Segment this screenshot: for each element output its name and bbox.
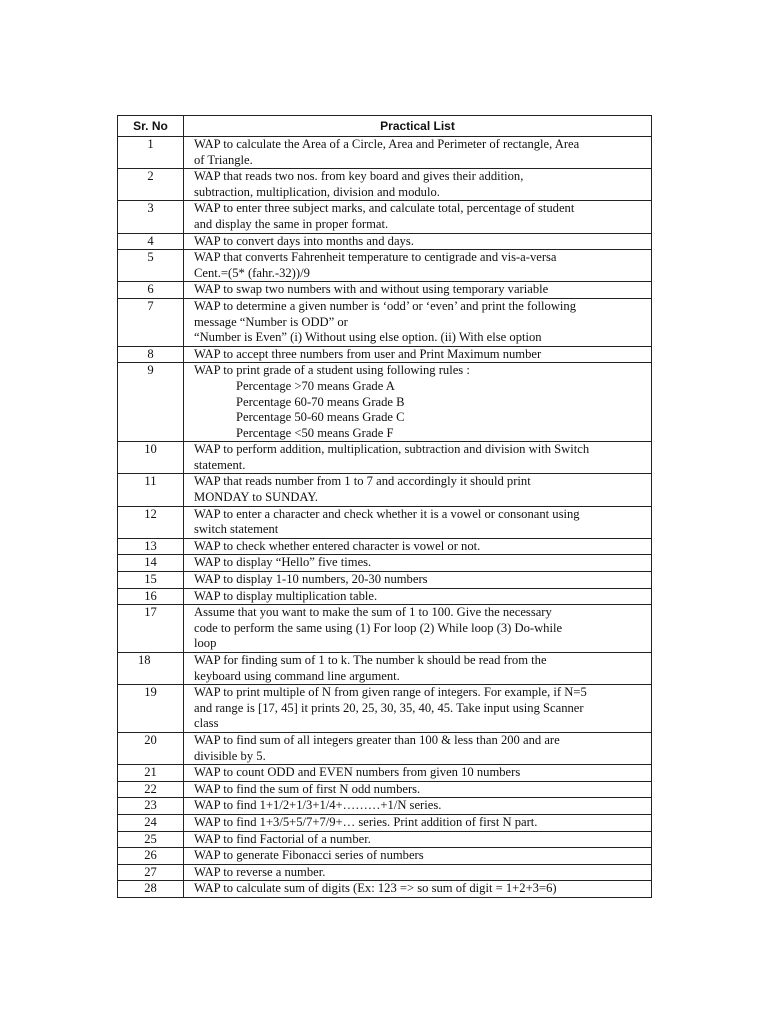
sr-no-cell: 14 <box>118 555 184 572</box>
practical-text-line: WAP to find Factorial of a number. <box>194 831 371 846</box>
grade-rule-line: Percentage 50-60 means Grade C <box>236 410 405 425</box>
sr-no-cell: 24 <box>118 814 184 831</box>
practical-cell <box>184 653 652 685</box>
practical-cell <box>184 588 652 605</box>
sr-no-cell: 8 <box>118 346 184 363</box>
table-row <box>118 282 652 299</box>
table-row <box>118 685 652 733</box>
practical-text-line: WAP to convert days into months and days. <box>194 233 414 248</box>
practical-text-line: WAP to calculate the Area of a Circle, Area and Perimeter of rectangle, Area <box>194 137 580 151</box>
sr-no-cell: 25 <box>118 831 184 848</box>
sr-no-cell: 10 <box>118 442 184 474</box>
sr-no-cell: 5 <box>118 250 184 282</box>
table-row <box>118 814 652 831</box>
practical-text-line: WAP to display “Hello” five times. <box>194 555 372 570</box>
sr-no-cell: 3 <box>118 201 184 233</box>
sr-no-cell: 27 <box>118 864 184 881</box>
sr-no-cell: 21 <box>118 765 184 782</box>
sr-no-cell: 19 <box>118 685 184 733</box>
practical-cell <box>184 201 652 233</box>
practical-text-line: WAP to enter a character and check whether it is a vowel or consonant using <box>194 506 580 521</box>
practical-text-line: WAP to swap two numbers with and without using temporary variable <box>194 282 549 297</box>
table-row <box>118 363 652 442</box>
practical-text-line: WAP that converts Fahrenheit temperature to centigrade and vis-a-versa <box>194 250 557 265</box>
table-row <box>118 848 652 865</box>
practical-cell <box>184 781 652 798</box>
table-row <box>118 555 652 572</box>
practical-text-line: WAP to display multiplication table. <box>194 588 378 603</box>
table-row <box>118 881 652 898</box>
practical-text-line: MONDAY to SUNDAY. <box>194 490 318 505</box>
practical-text-line: WAP to enter three subject marks, and calculate total, percentage of student <box>194 201 575 216</box>
practical-cell <box>184 363 652 442</box>
table-row <box>118 765 652 782</box>
practical-text-line: WAP to generate Fibonacci series of numbers <box>194 848 424 863</box>
practical-cell <box>184 555 652 572</box>
practical-text-line: class <box>194 716 219 731</box>
practical-text-line: WAP to count ODD and EVEN numbers from given 10 numbers <box>194 765 521 780</box>
practical-cell <box>184 298 652 346</box>
practical-text-line: Cent.=(5* (fahr.-32))/9 <box>194 265 310 280</box>
practical-cell <box>184 605 652 653</box>
sr-no-cell: 16 <box>118 588 184 605</box>
practical-cell <box>184 881 652 898</box>
sr-no-cell: 13 <box>118 538 184 555</box>
sr-no-header: Sr. No <box>118 116 184 137</box>
table-row <box>118 346 652 363</box>
sr-no-cell: 23 <box>118 798 184 815</box>
practical-text-line: WAP to reverse a number. <box>194 864 326 879</box>
sr-no-cell: 28 <box>118 881 184 898</box>
practical-cell <box>184 137 652 169</box>
table-row <box>118 201 652 233</box>
practical-text-line: divisible by 5. <box>194 748 266 763</box>
practical-cell <box>184 282 652 299</box>
practical-cell <box>184 765 652 782</box>
table-body <box>118 137 652 898</box>
sr-no-cell: 2 <box>118 169 184 201</box>
practical-text-line: WAP to calculate sum of digits (Ex: 123 => so sum of digit = 1+2+3=6) <box>194 881 557 896</box>
practical-text-line: WAP that reads number from 1 to 7 and accordingly it should print <box>194 474 531 489</box>
table-row <box>118 538 652 555</box>
practical-text-line: WAP to find 1+3/5+5/7+7/9+… series. Print addition of first N part. <box>194 814 538 829</box>
practical-text-line: WAP to display 1-10 numbers, 20-30 numbers <box>194 572 428 587</box>
table-row <box>118 506 652 538</box>
grade-rule-line: Percentage >70 means Grade A <box>236 378 395 393</box>
sr-no-cell: 26 <box>118 848 184 865</box>
sr-no-cell: 12 <box>118 506 184 538</box>
table-row <box>118 137 652 169</box>
practical-cell <box>184 538 652 555</box>
sr-no-cell: 22 <box>118 781 184 798</box>
practical-text-line: code to perform the same using (1) For loop (2) While loop (3) Do-while <box>194 620 563 635</box>
table-row <box>118 474 652 506</box>
grade-rule-line: Percentage <50 means Grade F <box>236 425 394 440</box>
practical-text-line: keyboard using command line argument. <box>194 668 400 683</box>
practical-text-line: “Number is Even” (i) Without using else option. (ii) With else option <box>194 330 542 345</box>
table-row <box>118 732 652 764</box>
table-row <box>118 442 652 474</box>
practical-text-line: WAP to find 1+1/2+1/3+1/4+………+1/N series. <box>194 798 442 813</box>
sr-no-cell: 9 <box>118 363 184 442</box>
practical-cell <box>184 250 652 282</box>
practical-text-line: WAP to print grade of a student using following rules : <box>194 363 470 378</box>
table-row <box>118 572 652 589</box>
grade-rule-line: Percentage 60-70 means Grade B <box>236 394 405 409</box>
practical-cell <box>184 506 652 538</box>
practical-text-line: WAP that reads two nos. from key board and gives their addition, <box>194 169 524 184</box>
table-row <box>118 588 652 605</box>
practical-text-line: WAP to determine a given number is ‘odd’ or ‘even’ and print the following <box>194 298 577 313</box>
practical-cell <box>184 346 652 363</box>
table-row <box>118 169 652 201</box>
table-row <box>118 653 652 685</box>
practical-text-line: Assume that you want to make the sum of 1 to 100. Give the necessary <box>194 605 552 620</box>
practical-cell <box>184 442 652 474</box>
table-row <box>118 798 652 815</box>
sr-no-cell: 17 <box>118 605 184 653</box>
practical-text-line: statement. <box>194 457 246 472</box>
practical-cell <box>184 814 652 831</box>
sr-no-cell: 15 <box>118 572 184 589</box>
practical-list-header: Practical List <box>184 116 652 137</box>
practical-cell <box>184 169 652 201</box>
practical-text-line: WAP to check whether entered character is vowel or not. <box>194 538 481 553</box>
table-row <box>118 298 652 346</box>
sr-no-cell: 20 <box>118 732 184 764</box>
table-row <box>118 250 652 282</box>
table-row <box>118 831 652 848</box>
practical-text-line: and range is [17, 45] it prints 20, 25, 30, 35, 40, 45. Take input using Scanner <box>194 700 584 715</box>
practical-cell <box>184 848 652 865</box>
table-row <box>118 233 652 250</box>
practical-cell <box>184 798 652 815</box>
practical-text-line: WAP to find sum of all integers greater than 100 & less than 200 and are <box>194 732 560 747</box>
practical-text-line: WAP for finding sum of 1 to k. The number k should be read from the <box>194 653 547 667</box>
practical-cell <box>184 685 652 733</box>
sr-no-cell: 4 <box>118 233 184 250</box>
practical-text-line: WAP to find the sum of first N odd numbers. <box>194 781 421 796</box>
practical-text-line: and display the same in proper format. <box>194 216 389 231</box>
table-row <box>118 781 652 798</box>
practical-text-line: message “Number is ODD” or <box>194 314 348 329</box>
practical-text-line: WAP to print multiple of N from given range of integers. For example, if N=5 <box>194 685 587 700</box>
practical-cell <box>184 864 652 881</box>
table-header-row <box>118 116 652 137</box>
practical-text-line: loop <box>194 636 217 651</box>
practical-text-line: subtraction, multiplication, division and modulo. <box>194 184 440 199</box>
practical-cell <box>184 831 652 848</box>
practical-cell <box>184 474 652 506</box>
practical-cell <box>184 732 652 764</box>
practical-list-table <box>117 115 652 898</box>
table-row <box>118 605 652 653</box>
sr-no-cell: 7 <box>118 298 184 346</box>
sr-no-cell: 18 <box>118 653 184 685</box>
practical-text-line: WAP to perform addition, multiplication, subtraction and division with Switch <box>194 442 590 457</box>
practical-cell <box>184 233 652 250</box>
practical-text-line: WAP to accept three numbers from user and Print Maximum number <box>194 346 542 361</box>
practical-cell <box>184 572 652 589</box>
practical-text-line: switch statement <box>194 522 279 537</box>
sr-no-cell: 11 <box>118 474 184 506</box>
practical-text-line: of Triangle. <box>194 152 253 167</box>
table-row <box>118 864 652 881</box>
sr-no-cell: 6 <box>118 282 184 299</box>
sr-no-cell: 1 <box>118 137 184 169</box>
